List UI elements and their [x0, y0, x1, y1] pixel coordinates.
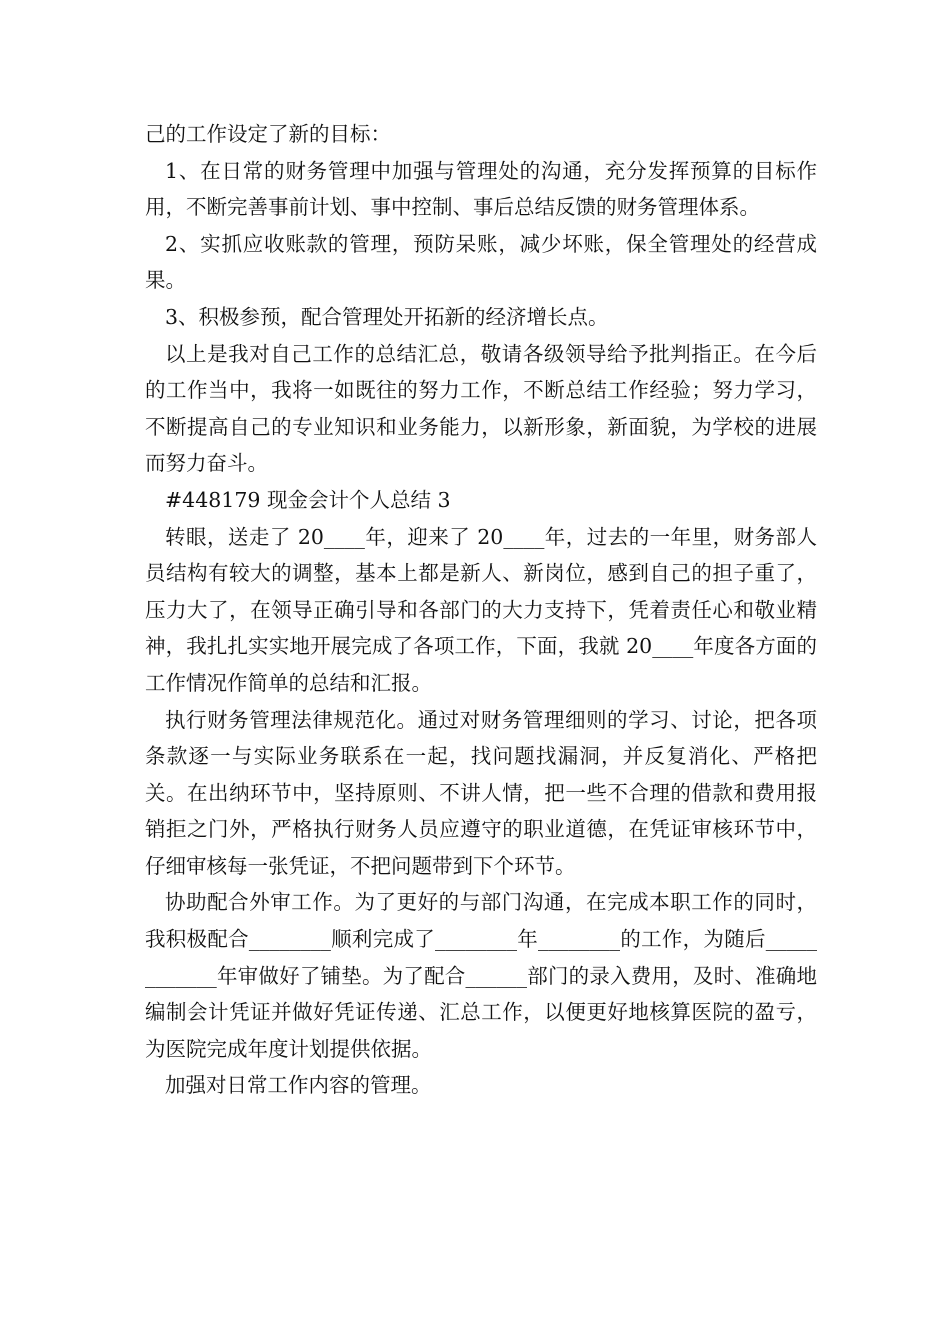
paragraph-year-review: 转眼，送走了 20____年，迎来了 20____年，过去的一年里，财务部人员结构有较大的调整，基本上都是新人、新岗位，感到自己的担子重了，压力大了，在领导正确引导和各部门的大力支持下，凭着责任心和敬业精神，我扎扎实实地开展完成了各项工作，下面，我就 20____年度各方面的工作情况作简单的总结和汇报。: [145, 524, 817, 695]
paragraph-external-audit: 协助配合外审工作。为了更好的与部门沟通，在完成本职工作的同时，我积极配合________顺利完成了________年________的工作，为随后____________年审做好了铺垫。为了配合______部门的录入费用，及时、准确地编制会计凭证并做好凭证传递、汇总工作，以便更好地核算医院的盈亏，为医院完成年度计划提供依据。: [145, 890, 817, 1061]
paragraph-goal-3: 3、积极参预，配合管理处开拓新的经济增长点。: [165, 304, 609, 329]
section-heading: #448179 现金会计个人总结 3: [165, 487, 451, 512]
paragraph-goal-1: 1、在日常的财务管理中加强与管理处的沟通，充分发挥预算的目标作用，不断完善事前计划、事中控制、事后总结反馈的财务管理体系。: [145, 158, 817, 220]
document-page: [145, 116, 817, 1104]
paragraph-goals-intro: 己的工作设定了新的目标：: [145, 122, 391, 146]
paragraph-goal-2: 2、实抓应收账款的管理，预防呆账，减少坏账，保全管理处的经营成果。: [145, 231, 817, 293]
paragraph-conclusion: 以上是我对自己工作的总结汇总，敬请各级领导给予批判指正。在今后的工作当中，我将一如既往的努力工作，不断总结工作经验；努力学习，不断提高自己的专业知识和业务能力，以新形象，新面貌，为学校的进展而努力奋斗。: [145, 341, 817, 476]
paragraph-daily-work: 加强对日常工作内容的管理。: [165, 1073, 432, 1098]
paragraph-financial-management: 执行财务管理法律规范化。通过对财务管理细则的学习、讨论，把各项条款逐一与实际业务联系在一起，找问题找漏洞，并反复消化、严格把关。在出纳环节中，坚持原则、不讲人情，把一些不合理的借款和费用报销拒之门外，严格执行财务人员应遵守的职业道德，在凭证审核环节中，仔细审核每一张凭证，不把问题带到下个环节。: [145, 707, 817, 878]
